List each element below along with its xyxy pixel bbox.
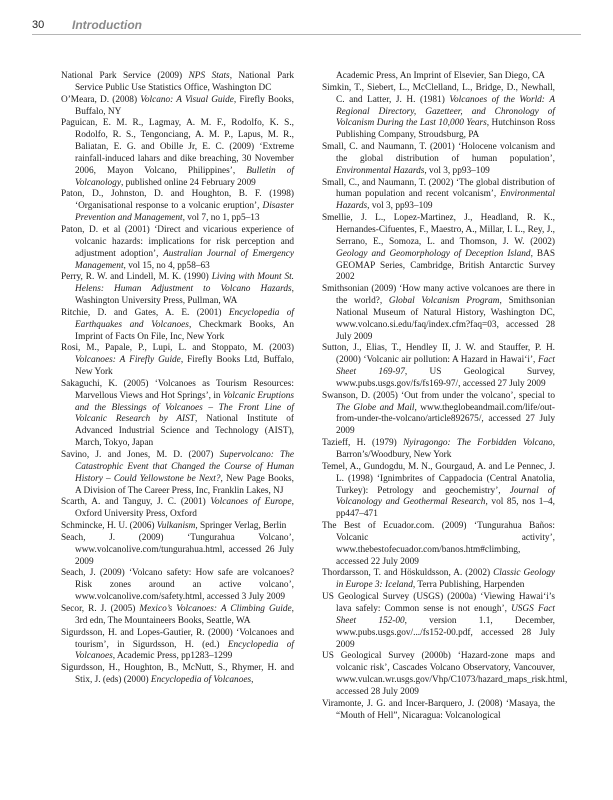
reference-entry: The Best of Ecuador.com. (2009) ‘Tungurahua Baños: Volcanic activity’, www.thebestofecuador.com/banos.htm#climbing, accessed 22 July 2009 (322, 521, 555, 567)
reference-title: The Globe and Mail (336, 402, 415, 413)
reference-entry: Seach, J. (2009) ‘Tungurahua Volcano’, www.volcanolive.com/tungurahua.html, accessed 26 July 2009 (61, 532, 294, 567)
reference-title: Australian Journal of Emergency Management (75, 248, 294, 271)
reference-entry: Savino, J. and Jones, M. D. (2007) Supervolcano: The Catastrophic Event that Changed the Course of Human History – Could Yellowstone be Next?, New Page Books, A Division of The Career Press, Inc, Franklin Lakes, NJ (61, 450, 294, 496)
reference-entry: Scarth, A. and Tanguy, J. C. (2001) Volcanoes of Europe, Oxford University Press, Oxford (61, 497, 294, 520)
reference-entry: Perry, R. W. and Lindell, M. K. (1990) Living with Mount St. Helens: Human Adjustment to Volcano Hazards, Washington University Press, Pullman, WA (61, 272, 294, 307)
page-number: 30 (32, 19, 45, 31)
reference-entry: National Park Service (2009) NPS Stats, National Park Service Public Use Statistics Office, Washington DC (61, 71, 295, 93)
reference-entry: Thordarsson, T. and Höskuldsson, A. (2002) Classic Geology in Europe 3: Iceland, Terra Publishing, Harpenden (322, 568, 555, 591)
reference-entry: O’Meara, D. (2008) Volcano: A Visual Guide, Firefly Books, Buffalo, NY (61, 94, 294, 117)
reference-title: Mexico’s Volcanoes: A Climbing Guide (139, 603, 292, 614)
reference-entry: Smellie, J. L., Lopez-Martinez, J., Headland, R. K., Hernandes-Cifuentes, F., Maestro, A., Millar, I. L., Rey, J., Serrano, E., Somoza, L. and Thomson, J. W. (2002) Geology and Geomorphology of Deception Island, BAS GEOMAP Series, Cambridge, British Antarctic Survey 2002 (322, 213, 555, 283)
reference-entry: Rosi, M., Papale, P., Lupi, L. and Stoppato, M. (2003) Volcanoes: A Firefly Guide, Firefly Books Ltd, Buffalo, New York (61, 343, 294, 378)
running-head: Introduction (72, 18, 142, 32)
reference-title: Fact Sheet 169-97 (336, 355, 555, 378)
reference-title: Journal of Volcanology and Geothermal Research (336, 485, 555, 508)
reference-entry: Small, C. and Naumann, T. (2001) ‘Holocene volcanism and the global distribution of human population’, Environmental Hazards, vol 3, pp93–109 (322, 142, 555, 176)
reference-title: Volcanoes of the World: A Regional Directory, Gazetteer, and Chronology of Volcanism During the Last 10,000 Years (336, 94, 555, 129)
reference-entry: Schmincke, H. U. (2006) Vulkanism, Springer Verlag, Berlin (61, 521, 287, 532)
reference-title: Encyclopedia of Earthquakes and Volcanoes (75, 307, 294, 330)
reference-entry: US Geological Survey (USGS) (2000a) ‘Viewing Hawai‘i’s lava safely: Common sense is not enough’, USGS Fact Sheet 152-00, version 1.1, December, www.pubs.usgs.gov/.../fs152-00.pdf, accessed 28 July 2009 (322, 592, 555, 650)
reference-title: Supervolcano: The Catastrophic Event that Changed the Course of Human History – Could Yellowstone be Next? (75, 450, 294, 484)
reference-title: Volcano: A Visual Guide (140, 94, 234, 105)
reference-entry: Secor, R. J. (2005) Mexico’s Volcanoes: A Climbing Guide, 3rd edn, The Mountaineers Books, Seattle, WA (61, 603, 294, 626)
reference-title: Bulletin of Volcanology (75, 165, 294, 188)
reference-title: NPS Stats (188, 71, 230, 81)
reference-title: Volcanoes of Europe (210, 497, 292, 508)
reference-entry: Sigurdsson, H., Houghton, B., McNutt, S., Rhymer, H. and Stix, J. (eds) (2000) Encyclopedia of Volcanoes, (61, 663, 294, 686)
reference-column-left (61, 71, 294, 687)
reference-title: Volcanoes: A Firefly Guide (75, 355, 181, 366)
reference-entry: Sutton, J., Elias, T., Hendley II, J. W. and Stauffer, P. H. (2000) ‘Volcanic air pollution: A Hazard in Hawai‘i’, Fact Sheet 169-97, US Geological Survey, www.pubs.usgs.gov/fs/fs169-97/, accessed 27 July 2009 (322, 343, 555, 389)
reference-title: Vulkanism (156, 521, 196, 532)
reference-title: Encyclopedia of Volcanoes (75, 639, 294, 662)
reference-title: Environmental Hazards (336, 165, 425, 176)
reference-title: Volcanic Eruptions and the Blessings of Volcanoes – The Front Line of Volcanic Research by AIST (75, 390, 294, 425)
reference-entry: Ritchie, D. and Gates, A. E. (2001) Encyclopedia of Earthquakes and Volcanoes, Checkmark Books, An Imprint of Facts On File, Inc, New York (61, 307, 294, 342)
reference-title: Disaster Prevention and Management (75, 201, 294, 224)
reference-title: Encyclopedia of Volcanoes (150, 675, 252, 686)
reference-entry: Sakaguchi, K. (2005) ‘Volcanoes as Tourism Resources: Marvellous Views and Hot Springs’, in Volcanic Eruptions and the Blessings of Volcanoes – The Front Line of Volcanic Research by AIST, National Institute of Advanced Industrial Science and Technology (AIST), March, Tokyo, Japan (61, 378, 294, 449)
reference-title: Environmental Hazards (336, 189, 555, 212)
reference-title: Nyiragongo: The Forbidden Volcano (403, 438, 553, 449)
reference-entry: Seach, J. (2009) ‘Volcano safety: How safe are volcanoes? Risk zones around an active volcano’, www.volcanolive.com/safety.html, accessed 3 July 2009 (61, 568, 294, 603)
reference-entry: Smithsonian (2009) ‘How many active volcanoes are there in the world?, Global Volcanism Program, Smithsonian National Museum of Natural History, Washington DC, www.volcano.si.edu/faq/index.cfm?faq=03, accessed 28 July 2009 (322, 284, 555, 342)
reference-title: Classic Geology in Europe 3: Iceland (336, 568, 555, 591)
reference-entry: Swanson, D. (2005) ‘Out from under the volcano’, special to The Globe and Mail, www.theglobeandmail.com/life/out-from-under-the-volcano/article892675/, accessed 27 July 2009 (322, 390, 555, 437)
reference-entry: Paton, D., Johnston, D. and Houghton, B. F. (1998) ‘Organisational response to a volcanic eruption’, Disaster Prevention and Management, vol 7, no 1, pp5–13 (61, 189, 294, 224)
reference-entry: Viramonte, J. G. and Incer-Barquero, J. (2008) ‘Masaya, the “Mouth of Hell”, Nicaragua: Volcanological (322, 698, 555, 721)
reference-entry: Sigurdsson, H. and Lopes-Gautier, R. (2000) ‘Volcanoes and tourism’, in Sigurdsson, H. (ed.) Encyclopedia of Volcanoes, Academic Press, pp1283–1299 (61, 627, 294, 662)
reference-list (0, 71, 613, 793)
page-header (32, 18, 581, 36)
header-rule (32, 34, 581, 35)
reference-entry: Paton, D. et al (2001) ‘Direct and vicarious experience of volcanic hazards: implications for risk perception and adjustment adoption’, Australian Journal of Emergency Management, vol 15, no 4, pp58–63 (61, 224, 294, 271)
reference-title: Global Volcanism Program (388, 296, 500, 307)
reference-entry: US Geological Survey (2000b) ‘Hazard-zone maps and volcanic risk’, Cascades Volcano Observatory, Vancouver, www.vulcan.wr.usgs.gov/Vhp/C1073/hazard_maps_risk.html, accessed 28 July 2009 (322, 651, 568, 697)
reference-entry: Temel, A., Gundogdu, M. N., Gourgaud, A. and Le Pennec, J. L. (1998) ‘Ignimbrites of Cappadocia (Central Anatolia, Turkey): Petrology and geochemistry’, Journal of Volcanology and Geothermal Research, vol 85, nos 1–4, pp447–471 (322, 461, 556, 520)
reference-entry: Small, C., and Naumann, T. (2002) ‘The global distribution of human population and recent volcanism’, Environmental Hazards, vol 3, pp93–109 (322, 177, 555, 212)
reference-entry-continued: Academic Press, An Imprint of Elsevier, San Diego, CA (336, 71, 546, 81)
reference-title: Living with Mount St. Helens: Human Adjustment to Volcano Hazards (75, 272, 294, 295)
reference-entry: Simkin, T., Siebert, L., McClelland, L., Bridge, D., Newhall, C. and Latter, J. H. (1981) Volcanoes of the World: A Regional Directory, Gazetteer, and Chronology of Volcanism During the Last 10,000 Years, Hutchinson Ross Publishing Company, Stroudsburg, PA (322, 82, 555, 141)
reference-column-right (322, 71, 568, 722)
reference-title: USGS Fact Sheet 152-00 (336, 603, 555, 626)
reference-entry: Tazieff, H. (1979) Nyiragongo: The Forbidden Volcano, Barron’s/Woodbury, New York (322, 438, 555, 460)
reference-entry: Paguican, E. M. R., Lagmay, A. M. F., Rodolfo, K. S., Rodolfo, R. S., Tengonciang, A. M. P., Lapus, M. R., Baliatan, E. G. and Obille Jr, E. C. (2009) ‘Extreme rainfall-induced lahars and dike breaching, 30 November 2006, Mayon Volcano, Philippines’, Bulletin of Volcanology, published online 24 February 2009 (61, 118, 294, 188)
reference-title: Geology and Geomorphology of Deception Island (336, 248, 531, 259)
